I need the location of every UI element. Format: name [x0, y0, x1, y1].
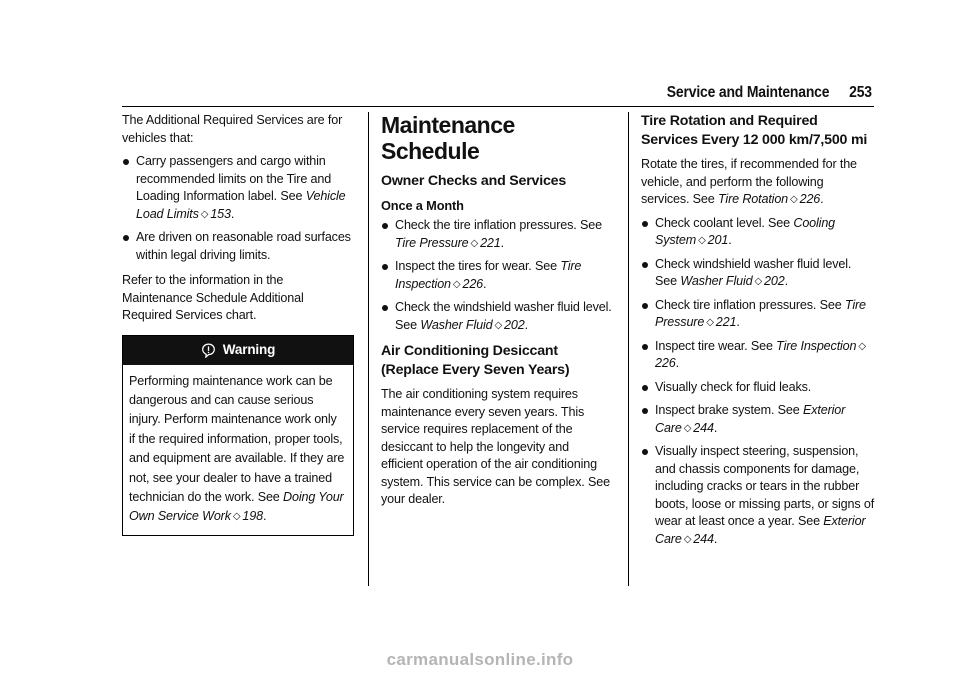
refer-paragraph: Refer to the information in the Maintenance Schedule Additional Required Services chart.	[122, 273, 304, 322]
bullet-icon	[123, 159, 129, 165]
column-left	[122, 112, 354, 536]
page-ref[interactable]: 221	[480, 235, 501, 250]
bullet-icon	[642, 221, 648, 227]
vehicle-conditions-list	[122, 153, 354, 264]
once-a-month-heading: Once a Month	[381, 198, 464, 213]
xref-link[interactable]: Tire Inspection	[776, 338, 857, 353]
xref-link[interactable]: Doing Your Own Service Work	[129, 489, 344, 524]
required-services-list	[641, 215, 875, 549]
xref-link[interactable]: Exterior Care	[655, 403, 846, 435]
list-item: Check the tire inflation pressures. See Tire Pressure ◇ 221.	[381, 217, 613, 252]
list-item: Inspect the tires for wear. See Tire Inspection ◇ 226.	[381, 258, 613, 293]
list-item: Visually check for fluid leaks.	[641, 379, 875, 397]
bullet-icon	[642, 303, 648, 309]
warning-icon	[201, 343, 216, 358]
bullet-icon	[382, 305, 388, 311]
page-ref[interactable]: 201	[707, 233, 729, 247]
list-item: Carry passengers and cargo within recommended limits on the Tire and Loading Information label. See Vehicle Load Limits ◇ 153.	[122, 153, 354, 223]
xref-link[interactable]: Exterior Care	[655, 514, 866, 546]
watermark-link[interactable]: carmanualsonline.info	[386, 650, 574, 669]
page-ref[interactable]: 244	[693, 420, 714, 435]
list-item: Visually inspect steering, suspension, and chassis components for damage, including cracks or tears in the rubber boots, loose or missing parts, or signs of wear at least once a year. See Exterior Care ◇ 244.	[641, 443, 875, 548]
list-item: Check coolant level. See Cooling System ◇ 201.	[641, 215, 875, 250]
tire-rotation-intro: Rotate the tires, if recommended for the vehicle, and perform the following services. See Tire Rotation ◇ 226.	[641, 156, 875, 209]
page-ref[interactable]: 244	[693, 531, 714, 546]
tire-rotation-heading: Tire Rotation and Required Services Every 12 000 km/7,500 mi	[641, 113, 868, 148]
section-title: Maintenance Schedule	[381, 112, 515, 164]
list-item: Check windshield washer fluid level. See Washer Fluid ◇ 202.	[641, 256, 875, 291]
bullet-icon	[642, 449, 648, 455]
bullet-icon	[642, 344, 648, 350]
list-item: Inspect tire wear. See Tire Inspection ◇226.	[641, 338, 875, 373]
column-divider	[628, 112, 629, 586]
list-item: Are driven on reasonable road surfaces within legal driving limits.	[122, 229, 354, 264]
xref-link[interactable]: Tire Pressure	[655, 297, 866, 329]
list-item: Check the windshield washer fluid level. See Washer Fluid ◇ 202.	[381, 299, 613, 334]
page-number: 253	[849, 84, 872, 101]
header-rule	[122, 106, 874, 107]
bullet-icon	[382, 264, 388, 270]
bullet-icon	[382, 223, 388, 229]
warning-title: Warning	[222, 342, 276, 358]
running-head	[667, 84, 872, 106]
warning-box	[122, 335, 354, 536]
page-arrow-icon: ◇	[494, 319, 503, 331]
bullet-icon	[642, 262, 648, 268]
section-name: Service and Maintenance	[666, 84, 830, 101]
xref-link[interactable]: Tire Pressure	[395, 235, 469, 250]
warning-body: Performing maintenance work can be dangerous and can cause serious injury. Perform maintenance work only if the required information, proper tools, and equipment are available. If they are not, see your dealer to have a trained technician do the work. See Doing Your Own Service Work ◇ 198.	[123, 365, 353, 535]
xref-link[interactable]: Vehicle Load Limits	[136, 189, 346, 221]
page-arrow-icon: ◇	[698, 235, 706, 246]
bullet-icon	[642, 408, 648, 414]
page-ref[interactable]: 221	[715, 315, 737, 329]
page-arrow-icon: ◇	[232, 511, 241, 523]
page-arrow-icon: ◇	[790, 194, 798, 205]
xref-link[interactable]: Washer Fluid	[420, 317, 493, 332]
page-arrow-icon: ◇	[754, 276, 763, 287]
warning-header	[123, 336, 353, 365]
xref-link[interactable]: Washer Fluid	[680, 274, 753, 288]
ac-desiccant-paragraph: The air conditioning system requires maintenance every seven years. This service requires replacement of the desiccant to help the longevity and efficient operation of the air conditioning system. This service can be complex. See your dealer.	[381, 387, 610, 506]
page-arrow-icon: ◇	[683, 422, 692, 434]
list-item: Check tire inflation pressures. See Tire Pressure ◇ 221.	[641, 297, 875, 332]
page-ref[interactable]: 202	[504, 317, 525, 332]
page-ref[interactable]: 153	[210, 206, 231, 221]
page-ref[interactable]: 198	[242, 509, 263, 524]
column-right	[641, 112, 875, 556]
xref-link[interactable]: Tire Rotation	[718, 192, 789, 206]
xref-link[interactable]: Cooling System	[655, 215, 836, 247]
owner-checks-heading: Owner Checks and Services	[381, 173, 567, 189]
xref-link[interactable]: Tire Inspection	[395, 259, 582, 291]
intro-paragraph: The Additional Required Services are for vehicles that:	[122, 113, 343, 145]
page-ref[interactable]: 226	[655, 356, 676, 370]
page-arrow-icon: ◇	[858, 340, 866, 352]
ac-desiccant-heading: Air Conditioning Desiccant (Replace Every Seven Years)	[381, 343, 570, 378]
monthly-checks-list	[381, 217, 613, 334]
page-ref[interactable]: 202	[764, 274, 785, 288]
page-arrow-icon: ◇	[452, 278, 461, 290]
list-item: Inspect brake system. See Exterior Care ◇ 244.	[641, 402, 875, 437]
bullet-icon	[123, 235, 129, 241]
page-arrow-icon: ◇	[706, 317, 714, 328]
page-arrow-icon: ◇	[683, 533, 692, 545]
column-middle	[381, 112, 613, 515]
page-arrow-icon: ◇	[200, 208, 209, 220]
page-arrow-icon: ◇	[470, 237, 479, 249]
page-ref[interactable]: 226	[462, 276, 484, 291]
bullet-icon	[642, 385, 648, 391]
column-divider	[368, 112, 369, 586]
page-ref[interactable]: 226	[799, 192, 821, 206]
